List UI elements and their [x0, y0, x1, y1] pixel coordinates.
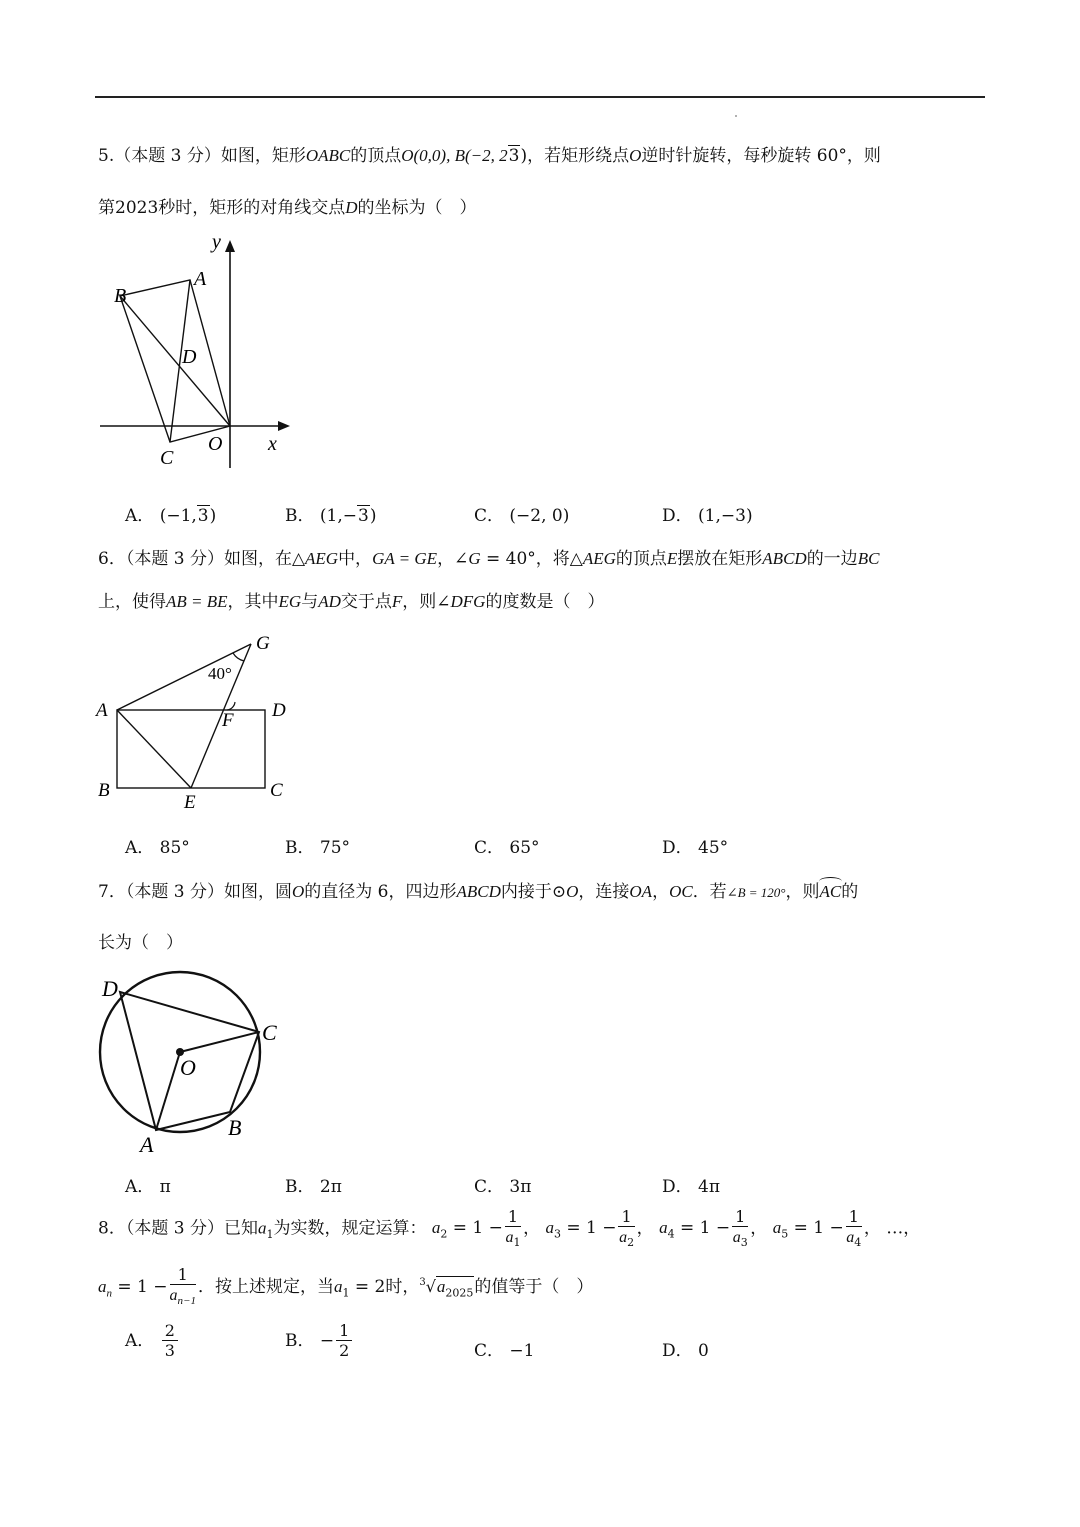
q7-option-a[interactable]: A． π [125, 1177, 171, 1197]
q5-option-c[interactable]: C． (−2, 0) [474, 506, 570, 526]
q7-stem-line2: 长为（ ） [98, 933, 183, 953]
q8-option-c[interactable]: C． −1 [474, 1341, 535, 1361]
point-C-label: C [160, 447, 174, 469]
q5-option-a[interactable]: A． (−1,3) [125, 506, 217, 526]
q5-option-d[interactable]: D． (1,−3) [662, 506, 753, 526]
point-C-label: C [262, 1020, 277, 1045]
point-C-label: C [270, 780, 283, 801]
point-A-label: A [194, 268, 207, 290]
point-B-label: B [228, 1115, 242, 1140]
q7-option-d[interactable]: D． 4π [662, 1177, 721, 1197]
x-axis-label: x [268, 433, 277, 455]
q8-option-d[interactable]: D． 0 [662, 1341, 709, 1361]
point-F-label: F [222, 710, 234, 731]
point-O-label: O [180, 1055, 196, 1080]
q6-option-a[interactable]: A． 85° [125, 838, 190, 858]
q6-stem-line2: 上，使得AB = BE，其中EG与AD交于点F，则∠DFG的度数是（ ） [98, 592, 605, 612]
q8-option-b[interactable]: B． − $\frac{1}{2}$ [285, 1322, 354, 1361]
arc-ac: AC [819, 882, 842, 901]
point-D-label: D [272, 700, 286, 721]
point-O-label: O [208, 433, 223, 455]
q5-figure [90, 228, 300, 478]
point-B-label: B [114, 285, 127, 307]
q7-stem-line1: 7．（本题 3 分）如图，圆O的直径为 6，四边形ABCD内接于⊙O，连接OA，OC．若∠B = 120°，则AC的 [98, 882, 859, 902]
q6-option-b[interactable]: B． 75° [285, 838, 351, 858]
q7-option-c[interactable]: C． 3π [474, 1177, 532, 1197]
point-A-label: A [96, 700, 108, 721]
q5-stem-line1: 5.（本题 3 分）如图，矩形OABC的顶点O(0,0), B(−2, 23)，若矩形绕点O逆时针旋转，每秒旋转 60°，则 [98, 146, 881, 166]
point-D-label: D [182, 346, 197, 368]
formula-an: $a_n = 1$ − $\frac{1}{a_{n-1}}$ [98, 1265, 196, 1308]
q6-option-c[interactable]: C． 65° [474, 838, 540, 858]
header-rule [95, 96, 985, 98]
q6-stem-line1: 6．（本题 3 分）如图，在△AEG中，GA = GE，∠G = 40°，将△AEG的顶点E摆放在矩形ABCD的一边BC [98, 549, 880, 569]
q8-stem-line2: $a_n = 1$ − $\frac{1}{a_{n-1}}$ ．按上述规定，当$a_1 = 2$时，$^3√a_{2025}$的值等于（ ） [98, 1265, 594, 1308]
point-B-label: B [98, 780, 110, 801]
formula-a3: $a_3 = 1$ − $\frac{1}{a_2}$ [545, 1207, 635, 1250]
q5-option-b[interactable]: B． (1,−3) [285, 506, 377, 526]
header-dot [735, 115, 737, 117]
point-G-label: G [256, 633, 270, 654]
q6-figure [90, 628, 300, 813]
q8-stem-line1: 8．（本题 3 分）已知$a_1$为实数，规定运算： $a_2 = 1$ − $\frac{1}{a_1}$ ， $a_3 = 1$ − $\frac{1}{a_2}$ ， $a_4 = 1$ − $\frac{1}{a_3}$ ， $a_5 = 1$ − $\frac{1}{a_4}$ ， …， [98, 1207, 921, 1250]
formula-a4: $a_4 = 1$ − $\frac{1}{a_3}$ [659, 1207, 748, 1250]
q8-option-a[interactable]: A． $\frac{2}{3}$ [125, 1322, 180, 1361]
formula-a5: $a_5 = 1$ − $\frac{1}{a_4}$ [772, 1207, 862, 1250]
q7-figure [90, 970, 300, 1160]
point-E-label: E [184, 792, 196, 813]
angle-40-label: 40° [208, 664, 232, 683]
q5-stem-line2: 第2023秒时，矩形的对角线交点D的坐标为（ ） [98, 198, 477, 218]
point-A-label: A [140, 1132, 154, 1157]
y-axis-label: y [212, 231, 221, 253]
q6-option-d[interactable]: D． 45° [662, 838, 729, 858]
formula-a2: $a_2 = 1$ − $\frac{1}{a_1}$ [431, 1207, 521, 1250]
q7-option-b[interactable]: B． 2π [285, 1177, 342, 1197]
point-D-label: D [102, 976, 118, 1001]
